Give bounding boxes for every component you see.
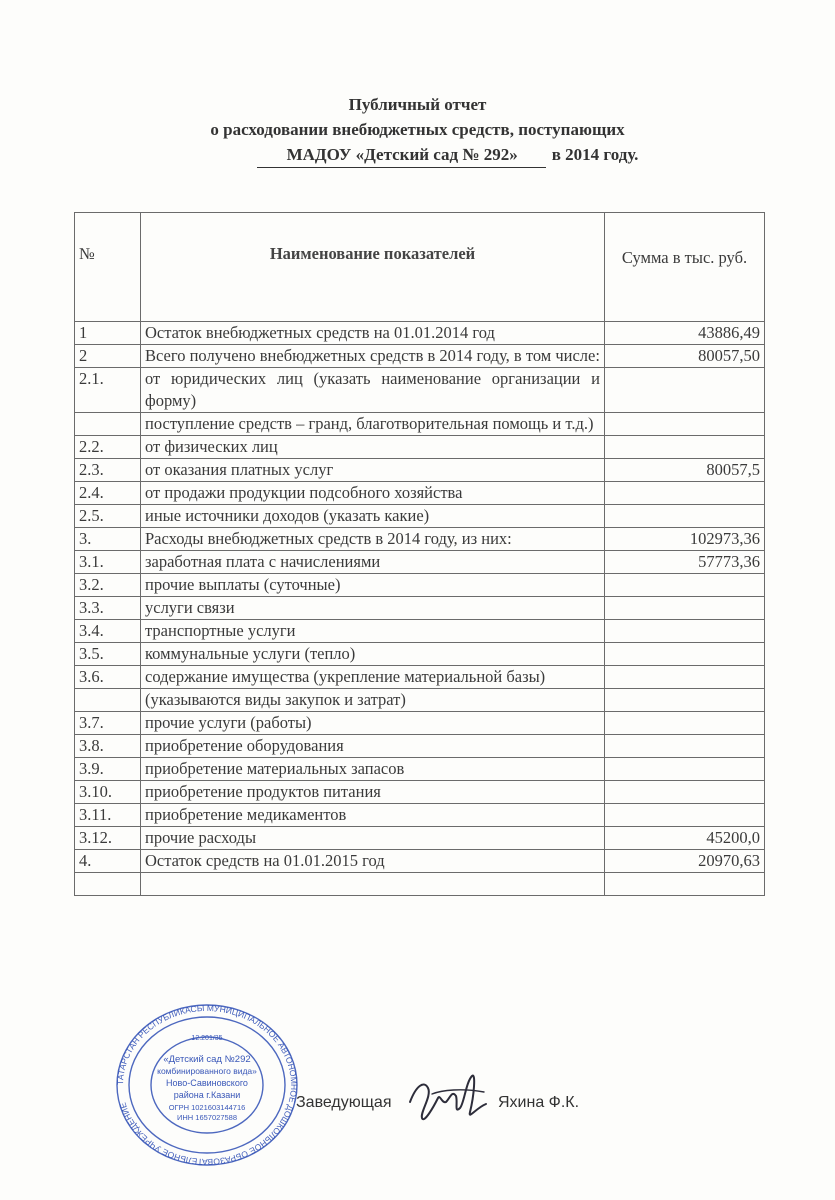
row-indicator: иные источники доходов (указать какие) — [141, 505, 605, 528]
row-number — [75, 689, 141, 712]
row-indicator: приобретение материальных запасов — [141, 758, 605, 781]
row-number: 3.2. — [75, 574, 141, 597]
table-row — [75, 712, 765, 735]
empty-cell — [141, 873, 605, 896]
row-amount — [605, 804, 765, 827]
title-line-3 — [257, 142, 639, 168]
table-row — [75, 850, 765, 873]
table-row-empty — [75, 873, 765, 896]
header-name: Наименование показателей — [141, 213, 605, 322]
seal-line-5: ОГРН 1021603144716 — [168, 1103, 246, 1112]
report-table — [74, 212, 765, 896]
row-indicator: прочие расходы — [141, 827, 605, 850]
table-row — [75, 482, 765, 505]
row-number: 3.10. — [75, 781, 141, 804]
report-year: в 2014 году. — [551, 145, 639, 164]
row-amount — [605, 666, 765, 689]
table-row — [75, 459, 765, 482]
row-indicator: услуги связи — [141, 597, 605, 620]
row-number: 3.8. — [75, 735, 141, 758]
row-indicator: приобретение оборудования — [141, 735, 605, 758]
seal-line-2: комбинированного вида» — [157, 1066, 257, 1076]
empty-cell — [605, 873, 765, 896]
row-amount: 80057,5 — [605, 459, 765, 482]
row-indicator: Расходы внебюджетных средств в 2014 году, из них: — [141, 528, 605, 551]
header-num: № — [75, 213, 141, 322]
table-row — [75, 643, 765, 666]
row-number: 3.1. — [75, 551, 141, 574]
table-row — [75, 322, 765, 345]
row-number: 2.1. — [75, 368, 141, 413]
row-number: 3. — [75, 528, 141, 551]
row-amount: 20970,63 — [605, 850, 765, 873]
row-number: 3.11. — [75, 804, 141, 827]
seal-line-3: Ново-Савиновского — [166, 1078, 248, 1088]
table-row — [75, 666, 765, 689]
row-amount — [605, 368, 765, 413]
table-row — [75, 505, 765, 528]
row-amount — [605, 643, 765, 666]
row-indicator: заработная плата с начислениями — [141, 551, 605, 574]
row-number: 3.4. — [75, 620, 141, 643]
row-number: 2.5. — [75, 505, 141, 528]
row-number: 3.9. — [75, 758, 141, 781]
row-indicator: от физических лиц — [141, 436, 605, 459]
table-row — [75, 735, 765, 758]
row-indicator: от оказания платных услуг — [141, 459, 605, 482]
table-row — [75, 436, 765, 459]
title-line-1: Публичный отчет — [348, 95, 487, 114]
row-number: 1 — [75, 322, 141, 345]
seal-line-1: «Детский сад №292 — [163, 1054, 251, 1065]
table-row — [75, 528, 765, 551]
row-amount — [605, 689, 765, 712]
row-amount — [605, 620, 765, 643]
row-indicator: коммунальные услуги (тепло) — [141, 643, 605, 666]
row-amount: 102973,36 — [605, 528, 765, 551]
row-indicator: приобретение медикаментов — [141, 804, 605, 827]
table-row — [75, 804, 765, 827]
handwritten-signature — [402, 1068, 492, 1128]
row-amount — [605, 781, 765, 804]
empty-cell — [75, 873, 141, 896]
row-amount: 80057,50 — [605, 345, 765, 368]
row-amount: 43886,49 — [605, 322, 765, 345]
row-number: 2 — [75, 345, 141, 368]
table-row — [75, 781, 765, 804]
table-row — [75, 620, 765, 643]
row-number — [75, 413, 141, 436]
row-amount — [605, 482, 765, 505]
row-indicator: Всего получено внебюджетных средств в 2014 году, в том числе: — [141, 345, 605, 368]
row-number: 2.4. — [75, 482, 141, 505]
row-amount — [605, 505, 765, 528]
table-row — [75, 597, 765, 620]
row-amount — [605, 597, 765, 620]
row-indicator: прочие выплаты (суточные) — [141, 574, 605, 597]
seal-ring-text: ТАТАРСТАН РЕСПУБЛИКАСЫ МУНИЦИПАЛЬНОЕ АВТОНОМНОЕ ДОШКОЛЬНОЕ ОБРАЗОВАТЕЛЬНОЕ УЧРЕЖДЕНИЕ — [114, 1002, 300, 1168]
row-indicator: от продажи продукции подсобного хозяйства — [141, 482, 605, 505]
row-indicator: содержание имущества (укрепление материальной базы) — [141, 666, 605, 689]
row-amount — [605, 574, 765, 597]
title-line-2: о расходовании внебюджетных средств, поступающих — [210, 120, 625, 139]
row-amount — [605, 413, 765, 436]
seal-top-code: 12.201/35 — [191, 1035, 223, 1042]
row-indicator: поступление средств – гранд, благотворительная помощь и т.д.) — [141, 413, 605, 436]
row-indicator: Остаток средств на 01.01.2015 год — [141, 850, 605, 873]
row-amount: 57773,36 — [605, 551, 765, 574]
seal-line-4: района г.Казани — [173, 1090, 241, 1100]
seal-line-6: ИНН 1657027588 — [176, 1113, 238, 1122]
table-row — [75, 413, 765, 436]
table-row — [75, 689, 765, 712]
row-amount — [605, 436, 765, 459]
table-row — [75, 758, 765, 781]
table-row — [75, 574, 765, 597]
row-number: 3.5. — [75, 643, 141, 666]
table-row — [75, 551, 765, 574]
row-indicator: прочие услуги (работы) — [141, 712, 605, 735]
row-indicator: транспортные услуги — [141, 620, 605, 643]
row-number: 2.3. — [75, 459, 141, 482]
row-amount: 45200,0 — [605, 827, 765, 850]
row-indicator: Остаток внебюджетных средств на 01.01.2014 год — [141, 322, 605, 345]
row-number: 3.7. — [75, 712, 141, 735]
signer-role: Заведующая — [296, 1094, 392, 1111]
row-amount — [605, 735, 765, 758]
table-header — [75, 213, 765, 322]
row-amount — [605, 712, 765, 735]
row-number: 3.6. — [75, 666, 141, 689]
row-number: 3.3. — [75, 597, 141, 620]
report-title — [0, 92, 835, 168]
table-row — [75, 368, 765, 413]
row-indicator: от юридических лиц (указать наименование организации и форму) — [141, 368, 605, 413]
signer-name: Яхина Ф.К. — [498, 1094, 580, 1111]
table-body — [75, 322, 765, 896]
table-row — [75, 345, 765, 368]
row-number: 4. — [75, 850, 141, 873]
organization-name: МАДОУ «Детский сад № 292» — [257, 142, 546, 168]
row-number: 2.2. — [75, 436, 141, 459]
organization-seal — [112, 1000, 302, 1170]
row-amount — [605, 758, 765, 781]
row-indicator: (указываются виды закупок и затрат) — [141, 689, 605, 712]
row-number: 3.12. — [75, 827, 141, 850]
header-sum: Сумма в тыс. руб. — [605, 213, 765, 322]
row-indicator: приобретение продуктов питания — [141, 781, 605, 804]
table-row — [75, 827, 765, 850]
